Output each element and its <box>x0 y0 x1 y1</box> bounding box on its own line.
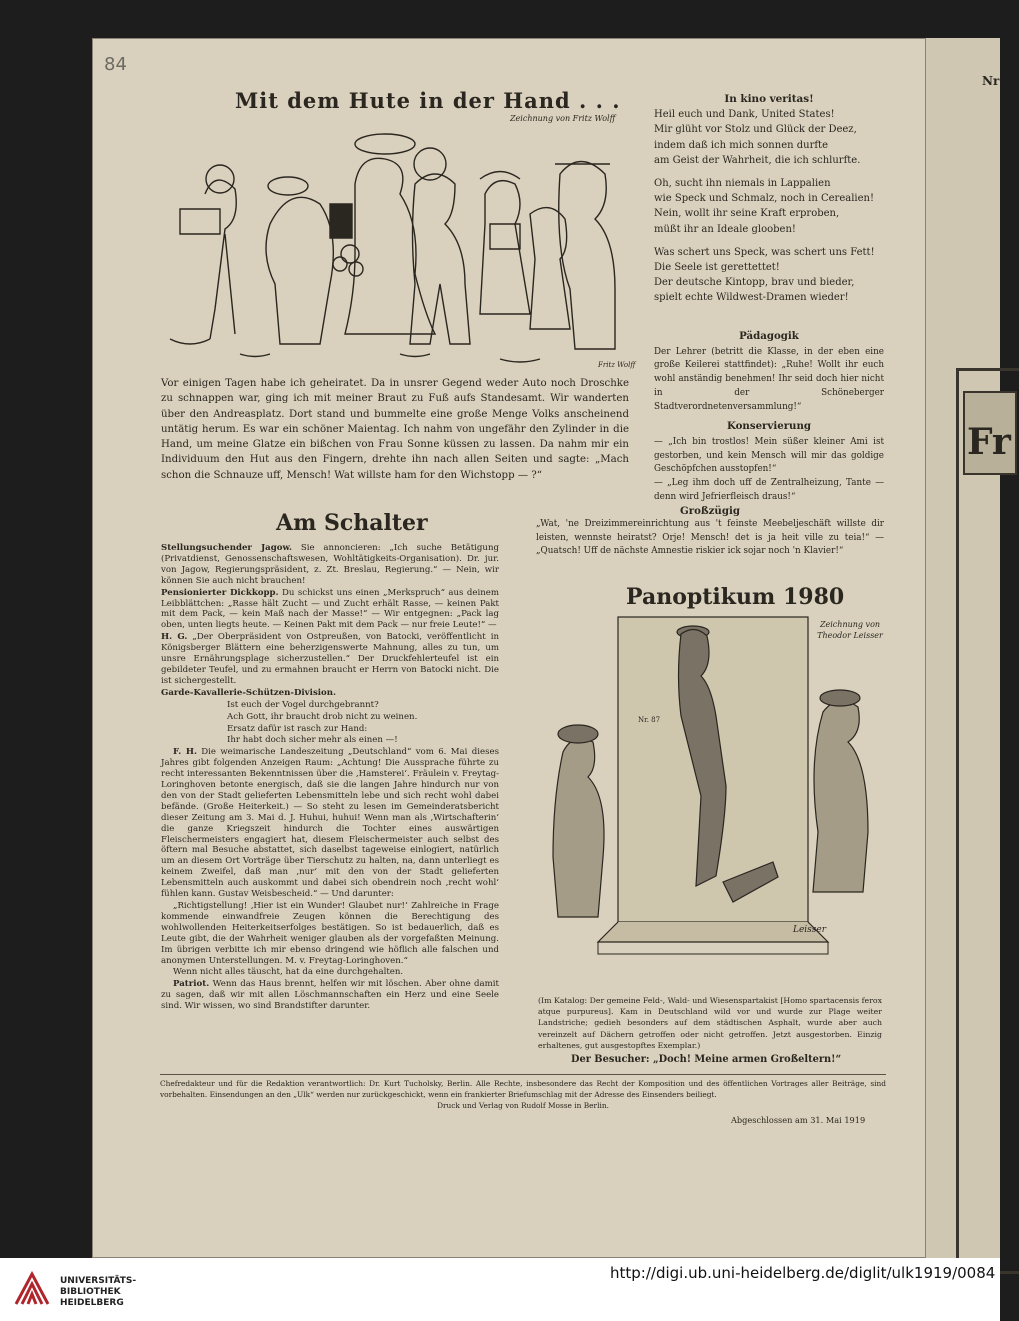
verse-line: Ach Gott, ihr braucht drob nicht zu weinen. <box>227 711 418 722</box>
konservierung-line: — „Ich bin trostlos! Mein süßer kleiner Ami ist gestorben, und kein Mensch will mir das goldige Geschöpfchen ausstopfen!“ <box>654 436 884 475</box>
poem-line: indem daß ich mich sonnen durfte <box>654 139 828 151</box>
entry-text: Wenn das Haus brennt, helfen wir mit löschen. Aber ohne damit zu sagen, daß wir mit allen Löschmannschaften ein Herz und eine Seele sind. Wir wissen, wo sind Brandstifter darunter. <box>161 979 499 1012</box>
entry-patriot <box>161 979 499 1012</box>
paedagogik-konservierung-column <box>654 330 884 504</box>
entry-head: Garde-Kavallerie-Schützen-Division. <box>161 687 337 698</box>
verse-line: Ersatz dafür ist rasch zur Hand: <box>227 723 368 734</box>
poem-line: wie Speck und Schmalz, noch in Cerealien! <box>654 193 874 205</box>
poem-line: Nein, wollt ihr seine Kraft erproben, <box>654 208 840 220</box>
library-name <box>60 1276 136 1309</box>
article-credit-hute: Zeichnung von Fritz Wolff <box>510 114 616 123</box>
paedagogik-text: Der Lehrer (betritt die Klasse, in der eben eine große Keilerei stattfindet): „Ruhe! Wollt ihr euch wohl anständig benehmen! Ihr seid doch hier nicht in der Schöneberger Stadtverordnetenversammlung!“ <box>654 346 884 412</box>
verse-line: Ihr habt doch sicher mehr als einen —! <box>227 735 398 746</box>
entry-head: Patriot. <box>173 979 210 990</box>
entry-head: Stellungsuchender Jagow. <box>161 543 292 553</box>
grosszuegig-section <box>536 505 884 558</box>
viewer-footer-bar <box>0 1258 1000 1321</box>
grosszuegig-title: Großzügig <box>680 505 740 517</box>
entry-garde <box>161 688 499 699</box>
konservierung-line: — „Leg ihm doch uff de Zentralheizung, Tante — denn wird Jefrierfleisch draus!“ <box>654 478 884 502</box>
poem-line: am Geist der Wahrheit, die ich schlurfte. <box>654 154 861 166</box>
facing-page-poster <box>956 368 1019 1274</box>
grosszuegig-text: „Wat, 'ne Dreizimmereinrichtung aus 't feinste Meebeljeschäft willste dir leisten, wennste heiratst? Orje! Mensch! det is ja heit ville zu teia!“ — „Quatsch! Uff de nächste Amnestie riskier ick sojar noch 'n Klavier!“ <box>536 519 884 556</box>
library-name-line: BIBLIOTHEK <box>60 1287 121 1297</box>
section-title-am-schalter: Am Schalter <box>276 510 428 536</box>
facing-page-edge <box>926 38 1011 1258</box>
verse-line: Ist euch der Vogel durchgebrannt? <box>227 699 379 710</box>
entry-head: H. G. <box>161 632 188 643</box>
entry-fh-closing: Wenn nicht alles täuscht, hat da eine durchgehalten. <box>173 967 404 978</box>
poem-line: Oh, sucht ihn niemals in Lappalien <box>654 178 831 190</box>
entry-dickkopp <box>161 588 499 632</box>
entry-text: Du schickst uns einen „Merkspruch“ aus deinem Leibblättchen: „Rasse hält Zucht — und Zucht erhält Rasse, — keinen Pakt mit dem Pack, — kein Maß nach der Masse!“ — Wir entgegnen: „Pack lag oben, unten liegts heute. — Keinen Pakt mit dem Pack — nur freie Leute!“ — <box>161 587 499 631</box>
university-library-logo-icon <box>12 1268 52 1308</box>
poem-line: Was schert uns Speck, was schert uns Fett! <box>654 246 875 258</box>
poem-line: Der deutsche Kintopp, brav und bieder, <box>654 277 855 289</box>
library-name-line: HEIDELBERG <box>60 1298 124 1308</box>
am-schalter-column <box>161 543 499 1013</box>
entry-head: Pensionierter Dickkopp. <box>161 587 279 598</box>
panoptikum-credit: Zeichnung von Theodor Leisser <box>817 620 883 640</box>
source-url-link[interactable]: http://digi.ub.uni-heidelberg.de/diglit/ulk1919/0084 <box>610 1264 996 1282</box>
cartoon1-signature: Fritz Wolff <box>598 361 636 369</box>
konservierung-title: Konservierung <box>727 420 811 433</box>
entry-jagow <box>161 543 499 587</box>
imprint-footer <box>160 1078 886 1111</box>
entry-fh <box>161 747 499 900</box>
pencil-page-number: 84 <box>104 54 127 75</box>
panoptikum-illustration <box>523 612 883 992</box>
poem-line: müßt ihr an Ideale glooben! <box>654 223 796 235</box>
facing-page-header: Nr <box>982 74 1000 88</box>
closing-date: Abgeschlossen am 31. Mai 1919 <box>731 1115 866 1125</box>
imprint-text: Chefredakteur und für die Redaktion verantwortlich: Dr. Kurt Tucholsky, Berlin. Alle Rechte, insbesondere das Recht der Komposition und des öffentlichen Vortrages aller Beiträge, sind vorbehalten. Einsendungen an den „Ulk“ werden nur zurückgeschickt, wenn ein frankierter Briefumschlag mit der Adresse des Einsenders beiliegt. <box>160 1079 886 1099</box>
panoptikum-title: Panoptikum 1980 <box>626 584 845 610</box>
poem-line: Heil euch und Dank, United States! <box>654 109 835 121</box>
entry-text: Die weimarische Landeszeitung „Deutschland“ vom 6. Mai dieses Jahres gibt folgenden Anzeigen Raum: „Achtung! Die Aussprache führte zu recht interessanten Bekenntnissen über die ‚Hamsterei‘. Fräulein v. Freytag-Loringhoven betonte energisch, daß sie die langen Jahre hindurch nur von den von der Stadt gelieferten Lebensmitteln lebe und sich recht wohl dabei befände. (Große Heiterkeit.) — So steht zu lesen im Gemeinderatsbericht dieser Zeitung am 3. Mai d. J. Huhui, huhui! Wenn man als ‚Wirtschafterin‘ die ganze Kriegszeit hindurch die Tochter eines auswärtigen Fleischermeisters engagiert hat, diesem Fleischermeister auch selbst des öftern mal Besuche abstattet, sich daselbst tageweise einlogiert, natürlich um an diesem Ort Vorträge über Tierschutz zu halten, na, dann unterliegt es keinem Zweifel, daß man ‚nur‘ mit den von der Stadt gelieferten Lebensmitteln auch auskommt und dabei sich obendrein noch ‚recht wohl‘ fühlen kann. Gustav Weisbescheid.“ — Und darunter: <box>161 747 499 900</box>
footer-divider <box>160 1074 886 1075</box>
article-title-hute: Mit dem Hute in der Hand . . . <box>235 88 621 113</box>
wedding-cartoon-illustration <box>160 124 636 374</box>
entry-text: „Der Oberpräsident von Ostpreußen, von Batocki, veröffentlicht in Königsberger Blättern eine beherzigenswerte Mahnung, alles zu tun, um unsre Ernährungsplage sicherzustellen.“ Der Druckfehlerteufel ist ein gebildeter Teufel, und zu ermahnen braucht er Herrn von Batocki nicht. Die ist sichergestellt. <box>161 632 499 686</box>
poem-title: In kino veritas! <box>724 93 814 105</box>
paedagogik-title: Pädagogik <box>739 330 799 342</box>
svg-text:Nr. 87: Nr. 87 <box>638 716 661 724</box>
entry-head: F. H. <box>173 747 197 758</box>
article-body-hute: Vor einigen Tagen habe ich geheiratet. Da in unsrer Gegend weder Auto noch Droschke zu schnappen war, ging ich mit meiner Braut zu Fuß aufs Standesamt. Wir wanderten über den Andreasplatz. Dort stand und bummelte eine große Menge Volks anscheinend untätig herum. Es war ein schöner Maientag. Ich nahm von ungefähr den Zylinder in die Hand, um meine Glatze ein bißchen von Frau Sonne küssen zu lassen. Da nahm mir ein Individuum den Hut aus den Fingern, drehte ihn nach allen Seiten und sagte: „Mach schon die Schnauze uff, Mensch! Wat willste ham for den Wichstopp — ?“ <box>161 378 629 481</box>
poem-line: Mir glüht vor Stolz und Glück der Deez, <box>654 124 857 136</box>
library-name-line: UNIVERSITÄTS- <box>60 1276 137 1286</box>
imprint-printer: Druck und Verlag von Rudolf Mosse in Berlin. <box>437 1101 609 1110</box>
panoptikum-punchline: Der Besucher: „Doch! Meine armen Großeltern!“ <box>571 1054 842 1065</box>
poem-line: Die Seele ist gerettettet! <box>654 262 780 274</box>
entry-hg <box>161 632 499 687</box>
panoptikum-caption: (Im Katalog: Der gemeine Feld-, Wald- und Wiesenspartakist [Homo spartacensis ferox atque purpureus]. Kam in Deutschland wild vor und wurde zur Plage weiter Landstriche; gedieh besonders auf dem städtischen Asphalt, wurde aber auch vereinzelt auf Dächern getroffen oder nicht getroffen. Jetzt ausgestorben. Einzig erhaltenes, gut ausgestopftes Exemplar.) <box>538 996 882 1050</box>
poem-in-kino-veritas <box>654 92 884 306</box>
entry-fh-richtigstellung: „Richtigstellung! ‚Hier ist ein Wunder! Glaubet nur!‘ Zahlreiche in Frage kommende einwandfreie Zeugen können die Berechtigung des wohlwollenden Heiterkeitserfolges bestätigen. So ist bedauerlich, daß es Leute gibt, die der Wahrheit weniger glauben als der vorgefaßten Meinung. Im übrigen verbitte ich mir ebenso dringend wie höflich alle falschen und anonymen Unterstellungen. M. v. Freytag-Loringhoven.“ <box>161 901 499 966</box>
poster-letter: Fr <box>967 421 1011 463</box>
cartoon2-signature: Leisser <box>793 925 827 935</box>
entry-text: Sie annoncieren: „Ich suche Betätigung (Privatdienst, Genossenschaftswesen, Wohltätigkeits-Organisation). Dr. jur. von Jagow, Regierungspräsident, z. Zt. Breslau, Regierung.“ — Nein, wir können Sie auch nicht brauchen! <box>161 543 499 586</box>
poem-line: spielt echte Wildwest-Dramen wieder! <box>654 292 849 304</box>
